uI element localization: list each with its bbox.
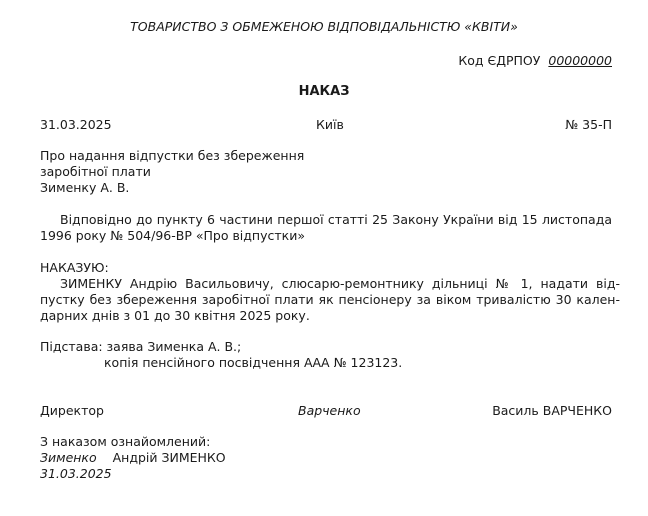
signatory-position: Директор [40, 403, 104, 418]
employee-name: Андрій ЗИМЕНКО [112, 450, 226, 465]
edrpou-row [458, 53, 616, 69]
employee-signature: Зименко [40, 450, 97, 465]
preamble-line-2: 1996 року № 504/96-ВР «Про відпустки» [40, 228, 305, 243]
director-signature: Варченко [298, 403, 361, 418]
order-date: 31.03.2025 [40, 117, 112, 132]
subject-line-2: заробітної плати [40, 164, 151, 179]
acknowledgement-row [40, 450, 226, 466]
edrpou-label: Код ЄДРПОУ [458, 53, 541, 68]
organization-name: ТОВАРИСТВО З ОБМЕЖЕНОЮ ВІДПОВІДАЛЬНІСТЮ «КВІТИ» [130, 19, 518, 34]
order-label: НАКАЗУЮ: [40, 260, 109, 275]
order-city: Київ [316, 117, 344, 132]
order-line-3: дарних днів з 01 до 30 квітня 2025 року. [40, 308, 310, 323]
signatory-name: Василь ВАРЧЕНКО [492, 403, 612, 418]
document-title: НАКАЗ [298, 84, 350, 99]
subject-line-3: Зименку А. В. [40, 180, 130, 195]
acknowledgement-label: З наказом ознайомлений: [40, 434, 211, 449]
basis-line-2: копія пенсійного посвідчення ААА № 123123. [104, 355, 403, 370]
acknowledgement-date: 31.03.2025 [40, 466, 112, 481]
basis-line-1: Підстава: заява Зименка А. В.; [40, 339, 242, 354]
order-line-1: ЗИМЕНКУ Андрію Васильовичу, слюсарю-ремонтнику дільниці № 1, надати від- [60, 276, 620, 291]
order-line-2: пустку без збереження заробітної плати як пенсіонеру за віком тривалістю 30 кален- [40, 292, 620, 307]
preamble-line-1: Відповідно до пункту 6 частини першої статті 25 Закону України від 15 листопада [60, 212, 612, 227]
edrpou-value: 00000000 [548, 53, 612, 68]
subject-line-1: Про надання відпустки без збереження [40, 148, 305, 163]
order-number: № 35-П [565, 117, 612, 132]
